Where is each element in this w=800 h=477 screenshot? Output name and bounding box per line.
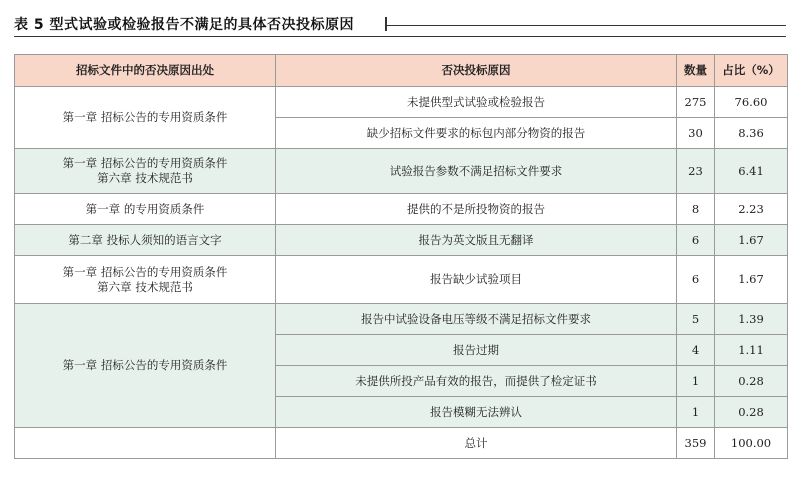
- source-line: 第六章 技术规范书: [97, 171, 193, 185]
- count-cell: 4: [677, 335, 715, 366]
- title-tick-mark: [385, 17, 387, 31]
- count-cell: 5: [677, 304, 715, 335]
- header-reason: 否决投标原因: [276, 55, 677, 87]
- total-row: [15, 428, 788, 459]
- table-caption: [14, 12, 786, 38]
- reason-cell: 报告过期: [276, 335, 677, 366]
- title-underline: [14, 36, 786, 37]
- count-cell: 30: [677, 118, 715, 149]
- table-row: [15, 87, 788, 118]
- table-title: 表 5 型式试验或检验报告不满足的具体否决投标原因: [14, 17, 354, 33]
- pct-cell: 1.67: [715, 225, 788, 256]
- reason-cell: 缺少招标文件要求的标包内部分物资的报告: [276, 118, 677, 149]
- reason-cell: 报告缺少试验项目: [276, 256, 677, 304]
- table-row: [15, 225, 788, 256]
- source-line: 第一章 的专用资质条件: [85, 201, 205, 216]
- header-pct: 占比（%）: [715, 55, 788, 87]
- pct-cell: 0.28: [715, 397, 788, 428]
- count-cell: 6: [677, 256, 715, 304]
- header-row: [15, 55, 788, 87]
- reason-cell: 报告为英文版且无翻译: [276, 225, 677, 256]
- reason-cell: 报告中试验设备电压等级不满足招标文件要求: [276, 304, 677, 335]
- count-cell: 6: [677, 225, 715, 256]
- table-row: [15, 149, 788, 194]
- pct-cell: 0.28: [715, 366, 788, 397]
- count-cell: 1: [677, 366, 715, 397]
- reason-cell: 未提供型式试验或检验报告: [276, 87, 677, 118]
- count-cell: 23: [677, 149, 715, 194]
- pct-cell: 1.11: [715, 335, 788, 366]
- total-pct: 100.00: [715, 428, 788, 459]
- source-line: 第六章 技术规范书: [97, 279, 193, 294]
- source-line: 第一章 招标公告的专用资质条件: [62, 110, 228, 124]
- source-cell: [15, 87, 276, 149]
- source-line: 第一章 招标公告的专用资质条件: [62, 358, 228, 372]
- count-cell: 275: [677, 87, 715, 118]
- total-source-cell: [15, 428, 276, 459]
- source-line: 第二章 投标人须知的语言文字: [68, 232, 222, 247]
- reason-cell: 报告模糊无法辨认: [276, 397, 677, 428]
- pct-cell: 1.67: [715, 256, 788, 304]
- source-line: 第一章 招标公告的专用资质条件: [62, 156, 228, 170]
- pct-cell: 2.23: [715, 194, 788, 225]
- total-count: 359: [677, 428, 715, 459]
- total-label: 总计: [276, 428, 677, 459]
- pct-cell: 1.39: [715, 304, 788, 335]
- title-rule: [387, 25, 786, 26]
- source-cell: [15, 256, 276, 304]
- rejection-reasons-table: [14, 54, 788, 459]
- source-line: 第一章 招标公告的专用资质条件: [62, 264, 228, 279]
- source-cell: [15, 194, 276, 225]
- source-cell: [15, 149, 276, 194]
- pct-cell: 76.60: [715, 87, 788, 118]
- count-cell: 8: [677, 194, 715, 225]
- table-row: [15, 194, 788, 225]
- reason-cell: 提供的不是所投物资的报告: [276, 194, 677, 225]
- reason-cell: 未提供所投产品有效的报告，而提供了检定证书: [276, 366, 677, 397]
- source-cell: [15, 304, 276, 428]
- reason-cell: 试验报告参数不满足招标文件要求: [276, 149, 677, 194]
- table-row: [15, 256, 788, 304]
- pct-cell: 6.41: [715, 149, 788, 194]
- header-source: 招标文件中的否决原因出处: [15, 55, 276, 87]
- table-row: [15, 304, 788, 335]
- count-cell: 1: [677, 397, 715, 428]
- pct-cell: 8.36: [715, 118, 788, 149]
- header-count: 数量: [677, 55, 715, 87]
- source-cell: [15, 225, 276, 256]
